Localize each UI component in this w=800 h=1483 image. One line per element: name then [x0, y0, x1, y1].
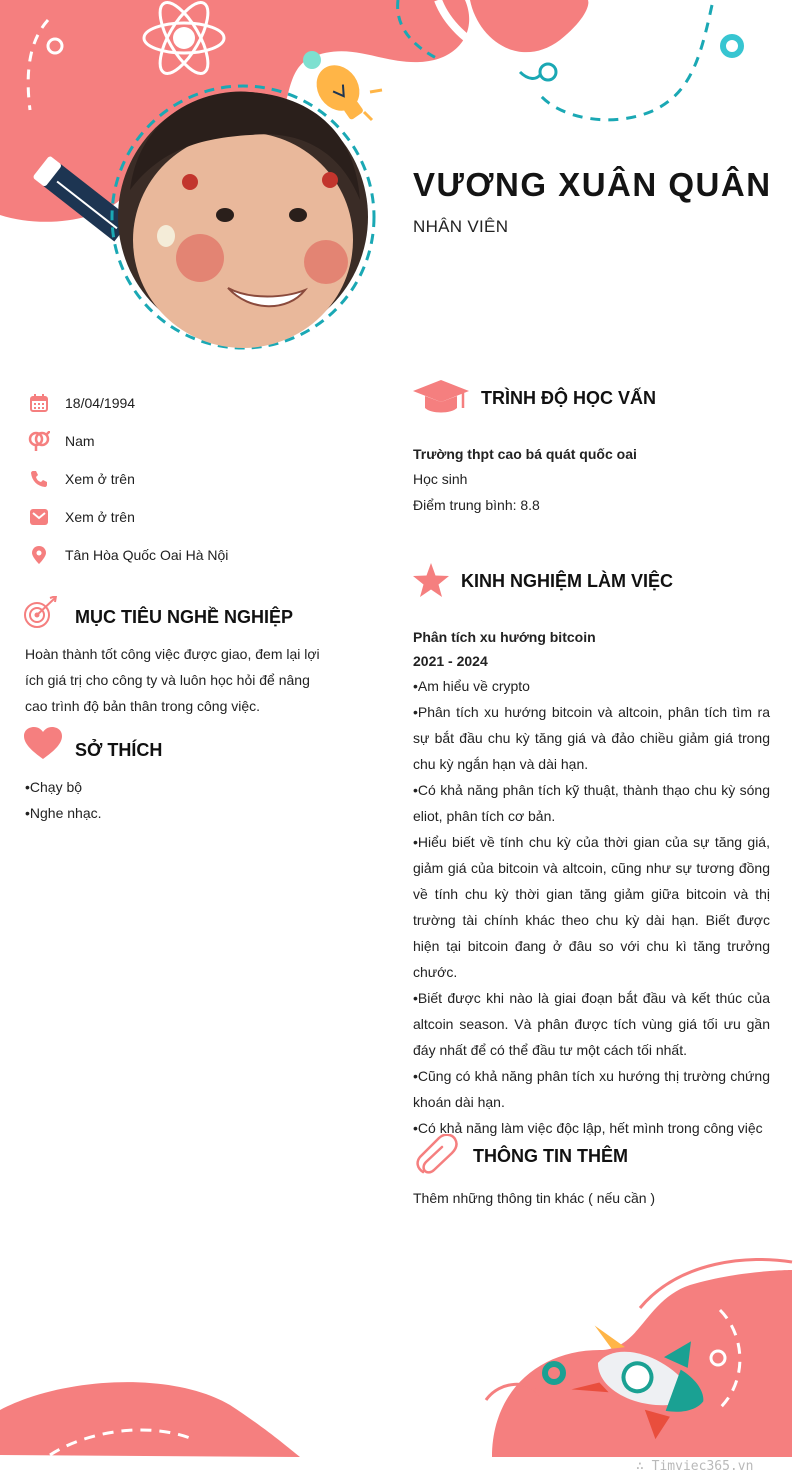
footer-decoration — [0, 1240, 800, 1483]
gender-value: Nam — [65, 433, 95, 449]
watermark: ∴ Timviec365.vn — [636, 1459, 754, 1474]
address-value: Tân Hòa Quốc Oai Hà Nội — [65, 547, 229, 563]
experience-item: •Phân tích xu hướng bitcoin và altcoin, phân tích tìm ra sự bắt đầu chu kỳ tăng giá và đảo chiều giảm giá trong chu kỳ ngắn hạn và dài hạn. — [413, 704, 770, 772]
profile-photo — [118, 92, 368, 348]
education-details — [413, 442, 770, 518]
gender-icon — [28, 430, 50, 452]
experience-item: •Am hiểu về crypto — [413, 678, 530, 694]
candidate-name: VƯƠNG XUÂN QUÂN — [413, 166, 772, 203]
phone-icon — [28, 468, 50, 490]
contact-phone — [28, 460, 328, 498]
contact-birthday — [28, 384, 328, 422]
phone-value: Xem ở trên — [65, 471, 135, 487]
education-status: Học sinh — [413, 471, 468, 487]
job-position: Phân tích xu hướng bitcoin — [413, 629, 596, 645]
objective-line: Hoàn thành tốt công việc được giao, đem lại lợi — [25, 646, 320, 662]
experience-item: •Biết được khi nào là giai đoạn bắt đầu và kết thúc của altcoin season. Và phân được tích vùng giá tối ưu gần đáy nhất để có thể đầu tư một cách tối nhất. — [413, 990, 770, 1058]
candidate-role: NHÂN VIÊN — [413, 217, 509, 236]
calendar-icon — [28, 392, 50, 414]
education-title: TRÌNH ĐỘ HỌC VẤN — [481, 388, 656, 408]
birthday-value: 18/04/1994 — [65, 395, 136, 411]
location-pin-icon — [28, 544, 50, 566]
email-value: Xem ở trên — [65, 509, 135, 525]
school-name: Trường thpt cao bá quát quốc oai — [413, 446, 637, 462]
heart-icon — [24, 727, 62, 759]
email-icon — [28, 506, 50, 528]
paperclip-icon — [415, 1134, 459, 1174]
target-icon — [24, 596, 58, 628]
experience-item: •Có khả năng làm việc độc lập, hết mình trong công việc — [413, 1120, 763, 1136]
hobbies-title: SỞ THÍCH — [75, 740, 163, 760]
experience-item: •Có khả năng phân tích kỹ thuật, thành thạo chu kỳ sóng eliot, phân tích cơ bản. — [413, 782, 770, 824]
contact-email — [28, 498, 328, 536]
hobbies-list — [25, 774, 325, 826]
contact-info — [28, 384, 328, 574]
objective-line: cao trình độ bản thân trong công việc. — [25, 698, 261, 714]
additional-title: THÔNG TIN THÊM — [473, 1146, 628, 1166]
additional-text: Thêm những thông tin khác ( nếu cần ) — [413, 1190, 656, 1206]
experience-item: •Cũng có khả năng phân tích xu hướng thị trường chứng khoán dài hạn. — [413, 1068, 770, 1110]
job-period: 2021 - 2024 — [413, 653, 488, 669]
hobby-item: •Chạy bộ — [25, 779, 83, 795]
star-icon — [413, 563, 449, 597]
objective-line: ích giá trị cho công ty và luôn học hỏi để nâng — [25, 672, 310, 688]
hobby-item: •Nghe nhạc. — [25, 805, 102, 821]
contact-address — [28, 536, 328, 574]
experience-item: •Hiểu biết về tính chu kỳ của thời gian của sự tăng giá, giảm giá của bitcoin và altcoin, cũng như sự tương đồng về tính chu kỳ thời gian tăng giảm giữa bitcoin và thị trường tài chính khác theo chu kỳ dài hạn. Biết được hiện tại bitcoin đang ở đâu so với chu kì tăng trưởng chước. — [413, 834, 770, 980]
experience-details — [413, 625, 770, 1141]
objective-text — [25, 641, 325, 719]
education-gpa: Điểm trung bình: 8.8 — [413, 497, 540, 513]
objective-title: MỤC TIÊU NGHỀ NGHIỆP — [75, 607, 294, 627]
contact-gender — [28, 422, 328, 460]
experience-title: KINH NGHIỆM LÀM VIỆC — [461, 571, 674, 591]
graduation-cap-icon — [413, 380, 469, 414]
